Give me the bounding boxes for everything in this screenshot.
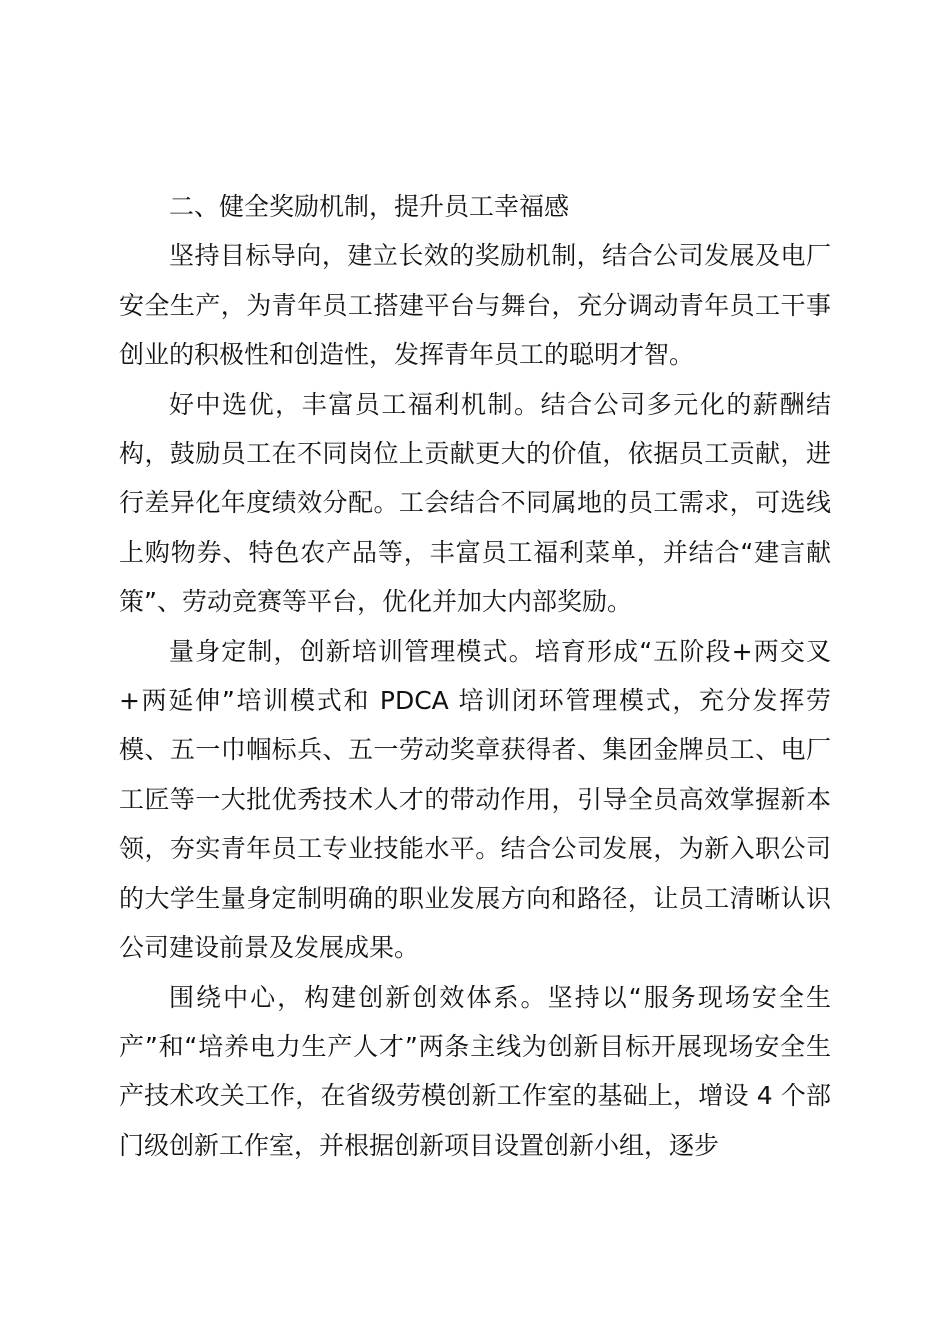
section-heading: 二、健全奖励机制，提升员工幸福感	[169, 192, 570, 221]
paragraph-training-mode: 量身定制，创新培训管理模式。培育形成“五阶段+两交叉+两延伸”培训模式和 PDCA 培训闭环管理模式，充分发挥劳模、五一巾帼标兵、五一劳动奖章获得者、集团金牌员工、电厂工匠等一大批优秀技术人才的带动作用，引导全员高效掌握新本领，夯实青年员工专业技能水平。结合公司发展，为新入职公司的大学生量身定制明确的职业发展方向和路径，让员工清晰认识公司建设前景及发展成果。	[119, 636, 831, 963]
paragraph-innovation-system: 围绕中心，构建创新创效体系。坚持以“服务现场安全生产”和“培养电力生产人才”两条主线为创新目标开展现场安全生产技术攻关工作，在省级劳模创新工作室的基础上，增设 4 个部门级创新工作室，并根据创新项目设置创新小组，逐步	[119, 982, 831, 1160]
document-body	[119, 182, 831, 1170]
paragraph-welfare-mechanism: 好中选优，丰富员工福利机制。结合公司多元化的薪酬结构，鼓励员工在不同岗位上贡献更大的价值，依据员工贡献，进行差异化年度绩效分配。工会结合不同属地的员工需求，可选线上购物券、特色农产品等，丰富员工福利菜单，并结合“建言献策”、劳动竞赛等平台，优化并加大内部奖励。	[119, 389, 831, 617]
paragraph-goal-orientation: 坚持目标导向，建立长效的奖励机制，结合公司发展及电厂安全生产，为青年员工搭建平台与舞台，充分调动青年员工干事创业的积极性和创造性，发挥青年员工的聪明才智。	[119, 241, 831, 370]
